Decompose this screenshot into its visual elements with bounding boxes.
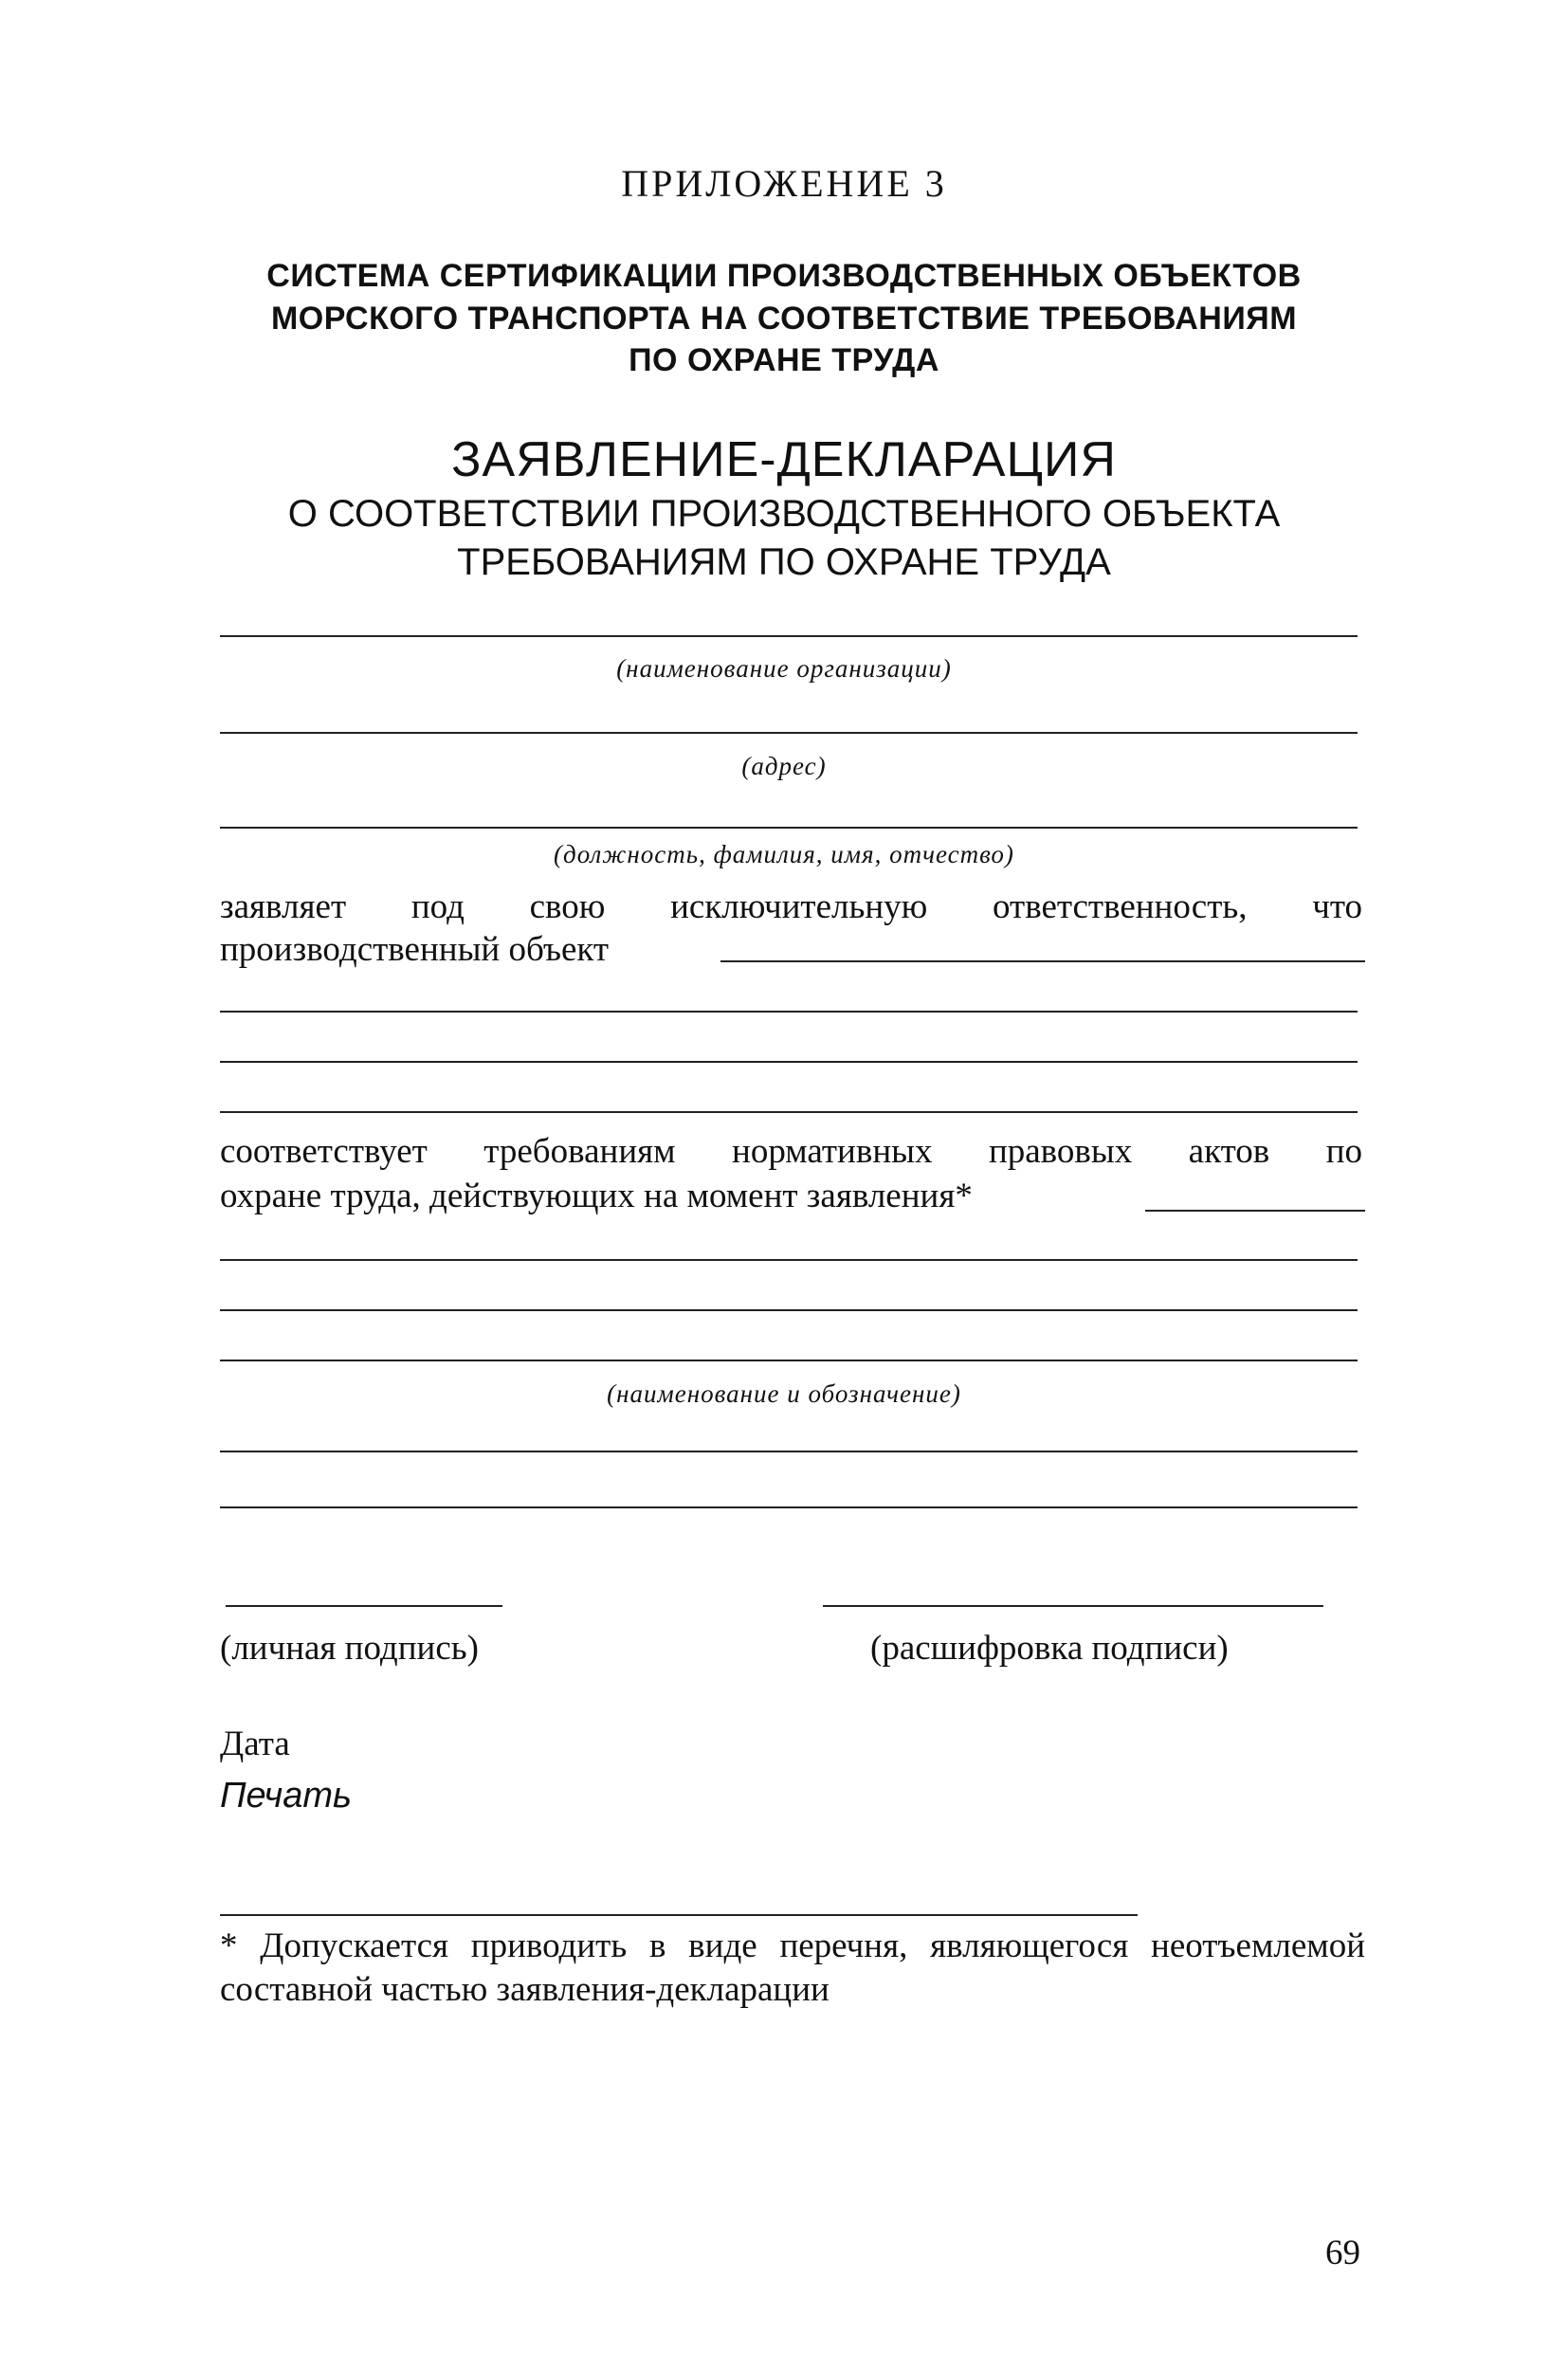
declare-line-1: заявляет под свою исключительную ответственность, что (220, 887, 1362, 926)
subtitle-line-2: ТРЕБОВАНИЯМ ПО ОХРАНЕ ТРУДА (457, 541, 1111, 583)
object-field-line-4[interactable] (220, 1111, 1358, 1113)
stamp-label: Печать (220, 1776, 352, 1816)
address-field-line[interactable] (220, 732, 1358, 734)
object-field-line-2[interactable] (220, 1011, 1358, 1013)
person-field-line[interactable] (220, 827, 1358, 829)
personal-signature-label: (личная подпись) (220, 1629, 479, 1668)
object-field-line-3[interactable] (220, 1061, 1358, 1063)
document-title: ЗАЯВЛЕНИЕ-ДЕКЛАРАЦИЯ (451, 432, 1117, 487)
comply-line-2: охране труда, действующих на момент заявления* (220, 1177, 973, 1215)
system-title-line-2: МОРСКОГО ТРАНСПОРТА НА СООТВЕТСТВИЕ ТРЕБОВАНИЯМ (270, 301, 1298, 337)
footnote-text: * Допускается приводить в виде перечня, являющегося неотъемлемой составной частью заявления-декларации (220, 1926, 1365, 2009)
person-caption: (должность, фамилия, имя, отчество) (554, 840, 1014, 868)
declare-line-2: производственный объект (220, 930, 610, 969)
comply-line-1: соответствует требованиям нормативных правовых актов по (220, 1132, 1362, 1171)
signature-transcript-label: (расшифровка подписи) (870, 1629, 1229, 1668)
standards-field-line-1[interactable] (220, 1451, 1358, 1452)
signature-transcript-line[interactable] (823, 1605, 1323, 1607)
standards-field-line-2[interactable] (220, 1506, 1358, 1508)
footnote-divider (220, 1914, 1138, 1916)
norms-field-line-3[interactable] (220, 1309, 1358, 1311)
norms-field-line-4[interactable] (220, 1360, 1358, 1361)
system-title-line-1: СИСТЕМА СЕРТИФИКАЦИИ ПРОИЗВОДСТВЕННЫХ ОБЪЕКТОВ (266, 258, 1302, 294)
system-title-line-3: ПО ОХРАНЕ ТРУДА (629, 342, 939, 378)
personal-signature-line[interactable] (226, 1605, 502, 1607)
object-field-line-1[interactable] (720, 960, 1365, 962)
appendix-label: ПРИЛОЖЕНИЕ 3 (621, 162, 947, 205)
norms-field-line-2[interactable] (220, 1259, 1358, 1261)
standards-caption: (наименование и обозначение) (607, 1379, 961, 1408)
norms-field-line-1[interactable] (1145, 1210, 1365, 1212)
address-caption: (адрес) (741, 752, 827, 780)
page-number: 69 (1325, 2234, 1360, 2273)
organization-field-line[interactable] (220, 635, 1358, 637)
organization-caption: (наименование организации) (616, 654, 952, 683)
date-label: Дата (220, 1725, 290, 1763)
subtitle-line-1: О СООТВЕТСТВИИ ПРОИЗВОДСТВЕННОГО ОБЪЕКТА (287, 493, 1281, 535)
